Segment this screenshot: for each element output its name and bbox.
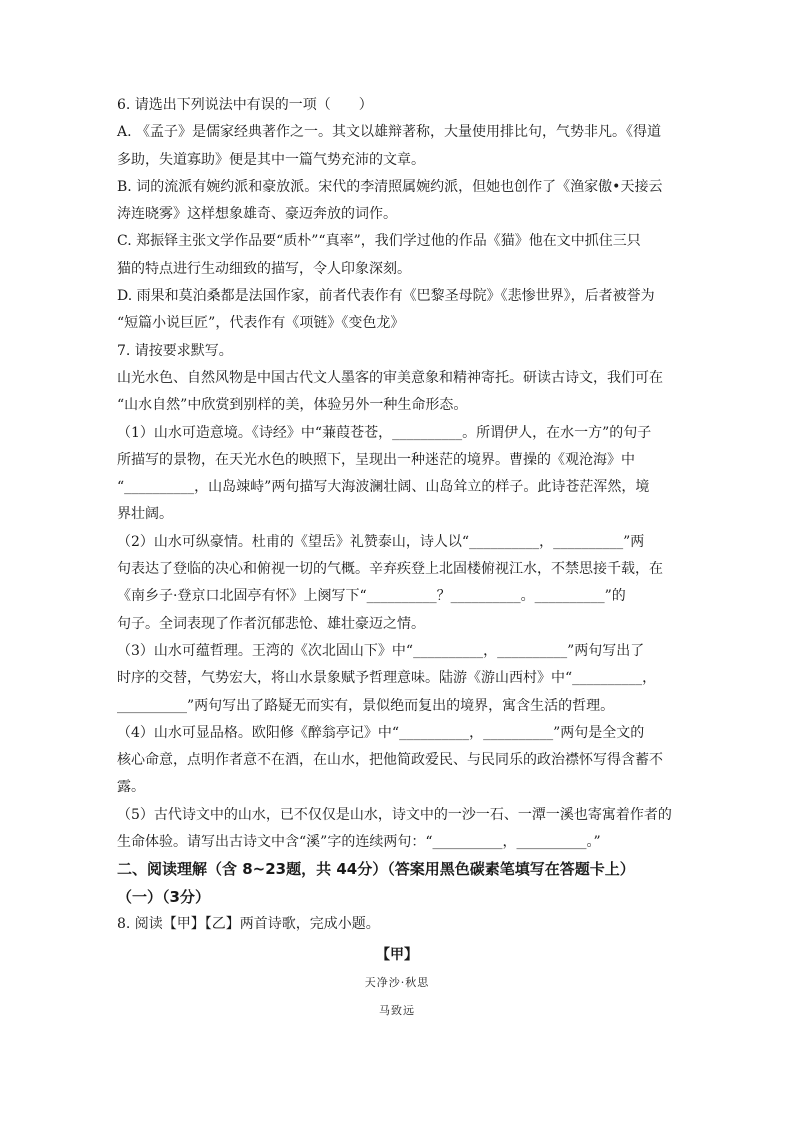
question-7-line: 时序的交替，气势宏大，将山水景象赋予哲理意味。陆游《游山西村》中“__________，: [117, 670, 657, 687]
question-8: [117, 911, 677, 1024]
question-7-line: “__________，山岛竦峙”两句描写大海波澜壮阔、山岛耸立的样子。此诗苍茫浑然，境: [117, 479, 650, 496]
poem-author: 马致远: [379, 1003, 415, 1017]
question-7-line: （4）山水可显品格。欧阳修《醉翁亭记》中“__________，__________”两句是全文的: [117, 724, 645, 741]
question-6-line: “短篇小说巨匠”，代表作有《项链》《变色龙》: [117, 315, 405, 332]
section-2: [117, 856, 677, 911]
question-7-line: 《南乡子·登京口北固亭有怀》上阕写下“__________？__________。__________”的: [117, 588, 626, 605]
question-7-line: 所描写的景物，在天光水色的映照下，呈现出一种迷茫的境界。曹操的《观沧海》中: [117, 451, 635, 468]
question-7-line: __________”两句写出了路疑无而实有，景似绝而复出的境界，寓含生活的哲理。: [117, 697, 615, 714]
question-6-line: 涛连晓雾》这样想象雄奇、豪迈奔放的词作。: [117, 206, 397, 223]
question-6-line: A. 《孟子》是儒家经典著作之一。其文以雄辩著称，大量使用排比句，气势非凡。《得道: [117, 124, 662, 141]
question-7-line: 句表达了登临的决心和俯视一切的气概。辛弃疾登上北固楼俯视江水，不禁思接千载，在: [117, 561, 663, 578]
question-7-line: 核心命意，点明作者意不在酒，在山水，把他简政爱民、与民同乐的政治襟怀写得含蓄不: [117, 752, 663, 769]
question-7-stem: 7. 请按要求默写。: [117, 342, 233, 359]
question-7-line: （1）山水可造意境。《诗经》中“蒹葭苍苍，__________。所谓伊人，在水一方”的句子: [117, 424, 652, 441]
document-page: [117, 92, 677, 1025]
section-2-subtitle: （一）（3分）: [117, 887, 210, 906]
question-6-stem: 6. 请选出下列说法中有误的一项（ ）: [117, 97, 373, 113]
poem-mark-jia: 【甲】: [376, 946, 418, 963]
question-7-line: （3）山水可蕴哲理。王湾的《次北固山下》中“__________，__________”两句写出了: [117, 642, 645, 659]
question-6-line: C. 郑振铎主张文学作品要“质朴”“真率”，我们学过他的作品《猫》他在文中抓住三只: [117, 233, 641, 250]
section-2-title: 二、阅读理解（含 8~23题，共 44分）（答案用黑色碳素笔填写在答题卡上）: [117, 860, 635, 879]
question-6-line: 猫的特点进行生动细致的描写，令人印象深刻。: [117, 260, 411, 277]
question-7-line: 露。: [117, 779, 145, 796]
question-6-line: 多助，失道寡助》便是其中一篇气势充沛的文章。: [117, 151, 425, 168]
question-7-line: “山水自然”中欣赏到别样的美，体验另外一种生命形态。: [117, 397, 468, 414]
question-7-line: 山光水色、自然风物是中国古代文人墨客的审美意象和精神寄托。研读古诗文，我们可在: [117, 369, 663, 386]
question-7: [117, 338, 677, 857]
question-6-line: B. 词的流派有婉约派和豪放派。宋代的李清照属婉约派，但她也创作了《渔家傲•天接云: [117, 178, 663, 195]
question-7-line: （5）古代诗文中的山水，已不仅仅是山水，诗文中的一沙一石、一潭一溪也寄寓着作者的: [117, 806, 672, 823]
question-7-line: （2）山水可纵豪情。杜甫的《望岳》礼赞泰山，诗人以“__________，__________”两: [117, 533, 645, 550]
poem-title: 天净沙·秋思: [364, 975, 430, 989]
question-7-line: 界壮阔。: [117, 506, 173, 523]
question-6-line: D. 雨果和莫泊桑都是法国作家，前者代表作有《巴黎圣母院》《悲惨世界》，后者被誉为: [117, 288, 655, 305]
question-7-line: 生命体验。请写出古诗文中含“溪”字的连续两句：“__________，__________。”: [117, 834, 601, 851]
question-6: [117, 92, 677, 338]
question-8-stem: 8. 阅读【甲】【乙】两首诗歌，完成小题。: [117, 916, 380, 933]
question-7-line: 句子。全词表现了作者沉郁悲怆、雄壮豪迈之情。: [117, 615, 425, 632]
